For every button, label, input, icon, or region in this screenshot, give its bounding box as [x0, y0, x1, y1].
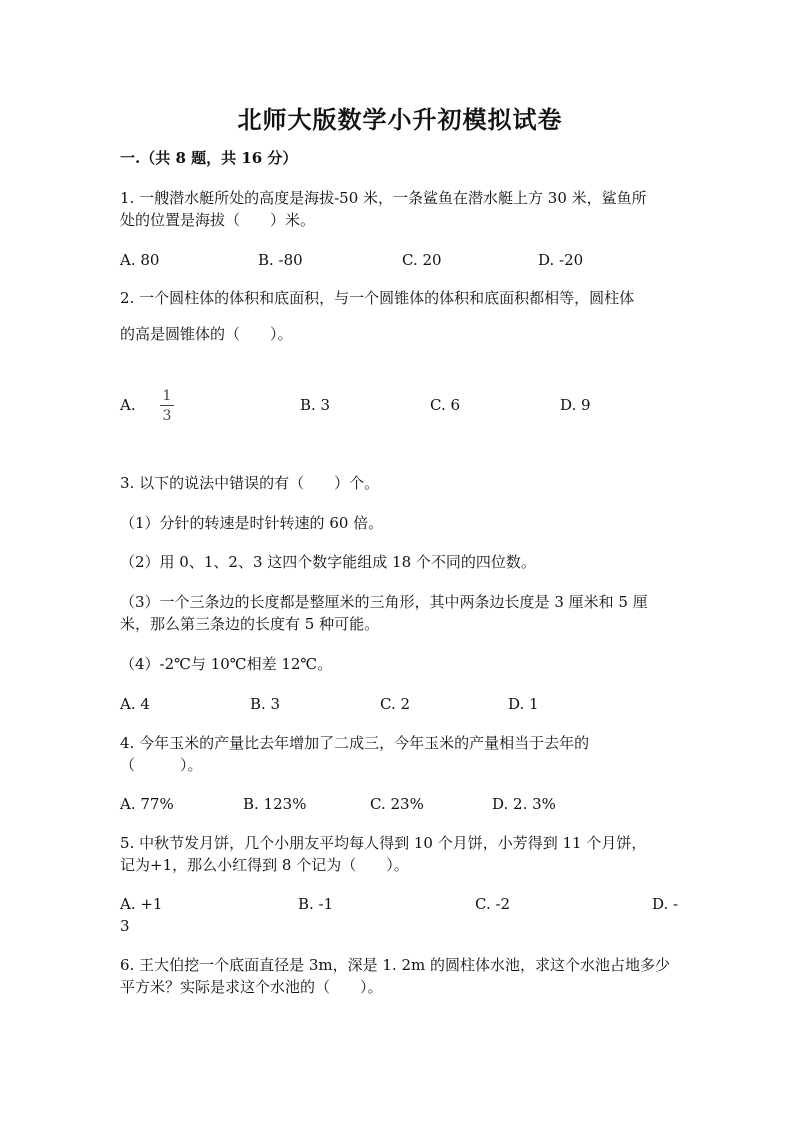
question-4-text: 4. 今年玉米的产量比去年增加了二成三，今年玉米的产量相当于去年的	[120, 734, 590, 752]
q3-statement-4: （4）-2℃与 10℃相差 12℃。	[120, 655, 333, 673]
q2-option-b: B. 3	[300, 396, 331, 414]
q3-option-d: D. 1	[508, 695, 539, 713]
q4-option-a: A. 77%	[120, 795, 174, 813]
question-5-text: 5. 中秋节发月饼，几个小朋友平均每人得到 10 个月饼，小芳得到 11 个月饼，	[120, 834, 647, 852]
question-6-text: 6. 王大伯挖一个底面直径是 3m，深是 1. 2m 的圆柱体水池，求这个水池占地多少	[120, 956, 671, 974]
q1-option-a: A. 80	[120, 251, 160, 269]
fraction-denominator: 3	[162, 408, 172, 424]
question-5-text-cont: 记为+1，那么小红得到 8 个记为（ ）。	[120, 856, 409, 874]
q3-statement-1: （1）分针的转速是时针转速的 60 倍。	[120, 514, 384, 532]
q5-option-d-wrap: 3	[120, 917, 130, 935]
q1-option-d: D. -20	[538, 251, 584, 269]
page-title: 北师大版数学小升初模拟试卷	[237, 105, 563, 134]
q2-option-a-fraction	[160, 388, 174, 424]
question-1-text-cont: 处的位置是海拔（ ）米。	[120, 211, 316, 229]
q1-option-c: C. 20	[402, 251, 442, 269]
q1-option-b: B. -80	[258, 251, 303, 269]
q5-option-d: D. -	[652, 895, 679, 913]
fraction-numerator: 1	[162, 388, 172, 404]
fraction-bar	[160, 405, 174, 406]
section-heading: 一.（共 8 题，共 16 分）	[120, 149, 298, 167]
q5-option-a: A. +1	[120, 895, 163, 913]
q3-statement-3-cont: 米，那么第三条边的长度有 5 种可能。	[120, 615, 380, 633]
q3-option-b: B. 3	[250, 695, 281, 713]
q4-option-d: D. 2. 3%	[492, 795, 556, 813]
question-3-text: 3. 以下的说法中错误的有（ ）个。	[120, 474, 380, 492]
question-1-text: 1. 一艘潜水艇所处的高度是海拔-50 米，一条鲨鱼在潜水艇上方 30 米，鲨鱼所	[120, 189, 647, 207]
question-2-text: 2. 一个圆柱体的体积和底面积，与一个圆锥体的体积和底面积都相等，圆柱体	[120, 289, 635, 307]
q3-option-a: A. 4	[120, 695, 150, 713]
q2-option-c: C. 6	[430, 396, 461, 414]
question-2-text-cont: 的高是圆锥体的（ ）。	[120, 325, 293, 343]
q4-option-b: B. 123%	[243, 795, 307, 813]
q5-option-b: B. -1	[298, 895, 334, 913]
q2-option-a-label: A.	[120, 396, 136, 414]
question-4-text-cont: （ ）。	[120, 756, 203, 774]
q4-option-c: C. 23%	[370, 795, 424, 813]
q2-option-d: D. 9	[560, 396, 591, 414]
q5-option-c: C. -2	[475, 895, 511, 913]
question-6-text-cont: 平方米？实际是求这个水池的（ ）。	[120, 978, 383, 996]
q3-option-c: C. 2	[380, 695, 411, 713]
q3-statement-3: （3）一个三条边的长度都是整厘米的三角形，其中两条边长度是 3 厘米和 5 厘	[120, 593, 648, 611]
q3-statement-2: （2）用 0、1、2、3 这四个数字能组成 18 个不同的四位数。	[120, 553, 536, 571]
